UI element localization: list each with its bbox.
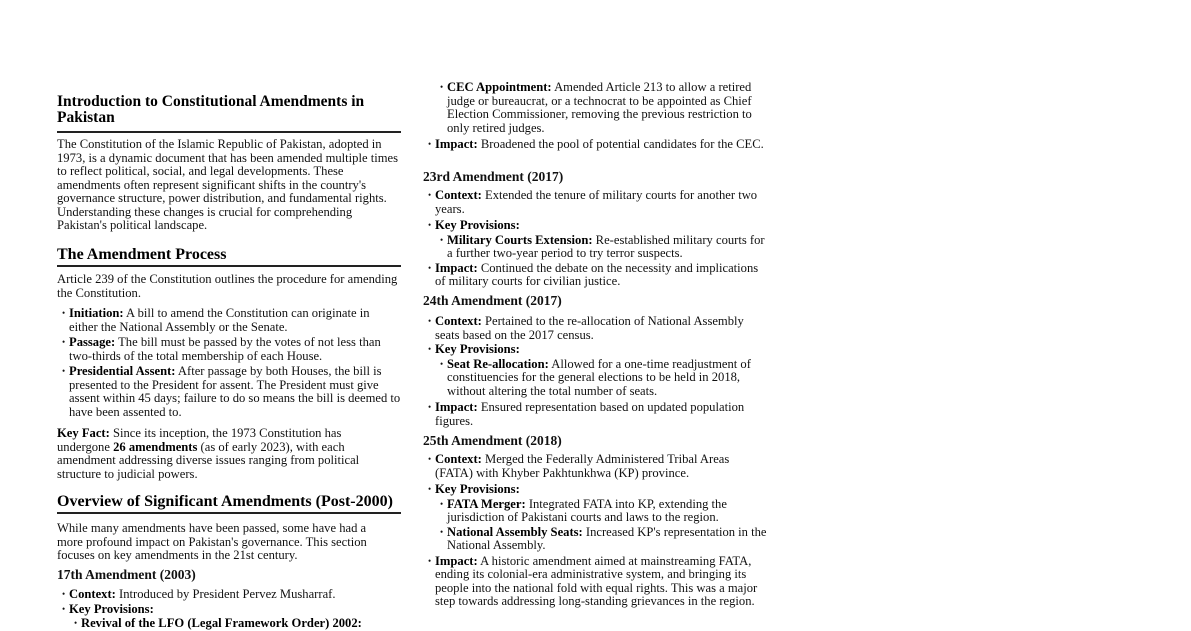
amendment-impact: • Impact: Broadened the pool of potential candidates for the CEC. (423, 138, 769, 152)
process-step: • Initiation: A bill to amend the Constitution can originate in either the National Assembly or the Senate. (57, 307, 401, 334)
amendment-process-heading: The Amendment Process (57, 246, 401, 267)
amendment-provision: • CEC Appointment: Amended Article 213 to allow a retired judge or bureaucrat, or a technocrat to be appointed as Chief Election Commissioner, removing the previous restriction to only retired judges. (423, 81, 769, 135)
amendment-context: • Context: Merged the Federally Administered Tribal Areas (FATA) with Khyber Pakhtunkhwa (KP) province. (423, 453, 769, 480)
amendment-context: • Context: Introduced by President Pervez Musharraf. (57, 588, 401, 602)
key-fact: Key Fact: Since its inception, the 1973 Constitution has undergone 26 amendments (as of early 2023), with each amendment addressing diverse issues ranging from political structure to judicial powers. (57, 426, 360, 481)
intro-paragraph: The Constitution of the Islamic Republic of Pakistan, adopted in 1973, is a dynamic document that has been amended multiple times to reflect political, social, and legal developments. These amendments often represent significant shifts in the country's governance structure, power distribution, and fundamental rights. Understanding these changes is crucial for comprehending Pakistan's political landscape. (57, 137, 398, 232)
amendment-impact: • Impact: Continued the debate on the necessity and implications of military courts for civilian justice. (423, 262, 769, 289)
process-step: • Presidential Assent: After passage by both Houses, the bill is presented to the President for assent. The President must give assent within 45 days; failure to do so means the bill is deemed to have been assented to. (57, 365, 401, 419)
amendment-25-list (423, 453, 769, 609)
amendment-provision: • Military Courts Extension: Re-established military courts for a further two-year period to try terror suspects. (423, 234, 769, 261)
amendment-key-provisions: • Key Provisions: (423, 219, 769, 233)
amendment-23-heading: 23rd Amendment (2017) (423, 169, 564, 184)
amendment-key-provisions: • Key Provisions: (423, 343, 769, 357)
amendment-key-provisions: • Key Provisions: (423, 483, 769, 497)
overview-heading: Overview of Significant Amendments (Post-2000) (57, 493, 401, 514)
intro-section (57, 94, 401, 133)
amendment-17-heading: 17th Amendment (2003) (57, 567, 196, 582)
amendment-22-list (423, 81, 769, 152)
amendment-25-heading: 25th Amendment (2018) (423, 433, 562, 448)
amendment-key-provisions: • Key Provisions: (57, 603, 401, 617)
amendment-context: • Context: Pertained to the re-allocation of National Assembly seats based on the 2017 census. (423, 315, 769, 342)
amendment-provision: • Seat Re-allocation: Allowed for a one-time readjustment of constituencies for the general elections to be held in 2018, without altering the total number of seats. (423, 358, 769, 399)
overview-paragraph: While many amendments have been passed, some have had a more profound impact on Pakistan's governance. This section focuses on key amendments in the 21st century. (57, 521, 367, 562)
amendment-provision: • Revival of the LFO (Legal Framework Order) 2002: (57, 617, 401, 631)
amendment-provision: • National Assembly Seats: Increased KP's representation in the National Assembly. (423, 526, 769, 553)
process-paragraph: Article 239 of the Constitution outlines the procedure for amending the Constitution. (57, 272, 398, 300)
amendment-impact: • Impact: Ensured representation based on updated population figures. (423, 401, 769, 428)
process-step: • Passage: The bill must be passed by the votes of not less than two-thirds of the total membership of each House. (57, 336, 401, 363)
amendment-23-list (423, 189, 769, 289)
amendment-provision: • FATA Merger: Integrated FATA into KP, extending the jurisdiction of Pakistani courts and laws to the region. (423, 498, 769, 525)
amendment-24-heading: 24th Amendment (2017) (423, 293, 562, 308)
amendment-17-list (57, 588, 401, 631)
amendment-impact: • Impact: A historic amendment aimed at mainstreaming FATA, ending its colonial-era administrative system, and bringing its people into the national fold with equal rights. This was a major step towards addressing long-standing grievances in the region. (423, 555, 769, 609)
amendment-24-list (423, 315, 769, 428)
amendment-context: • Context: Extended the tenure of military courts for another two years. (423, 189, 769, 216)
process-steps-list (57, 307, 401, 419)
intro-heading: Introduction to Constitutional Amendments in Pakistan (57, 94, 401, 133)
